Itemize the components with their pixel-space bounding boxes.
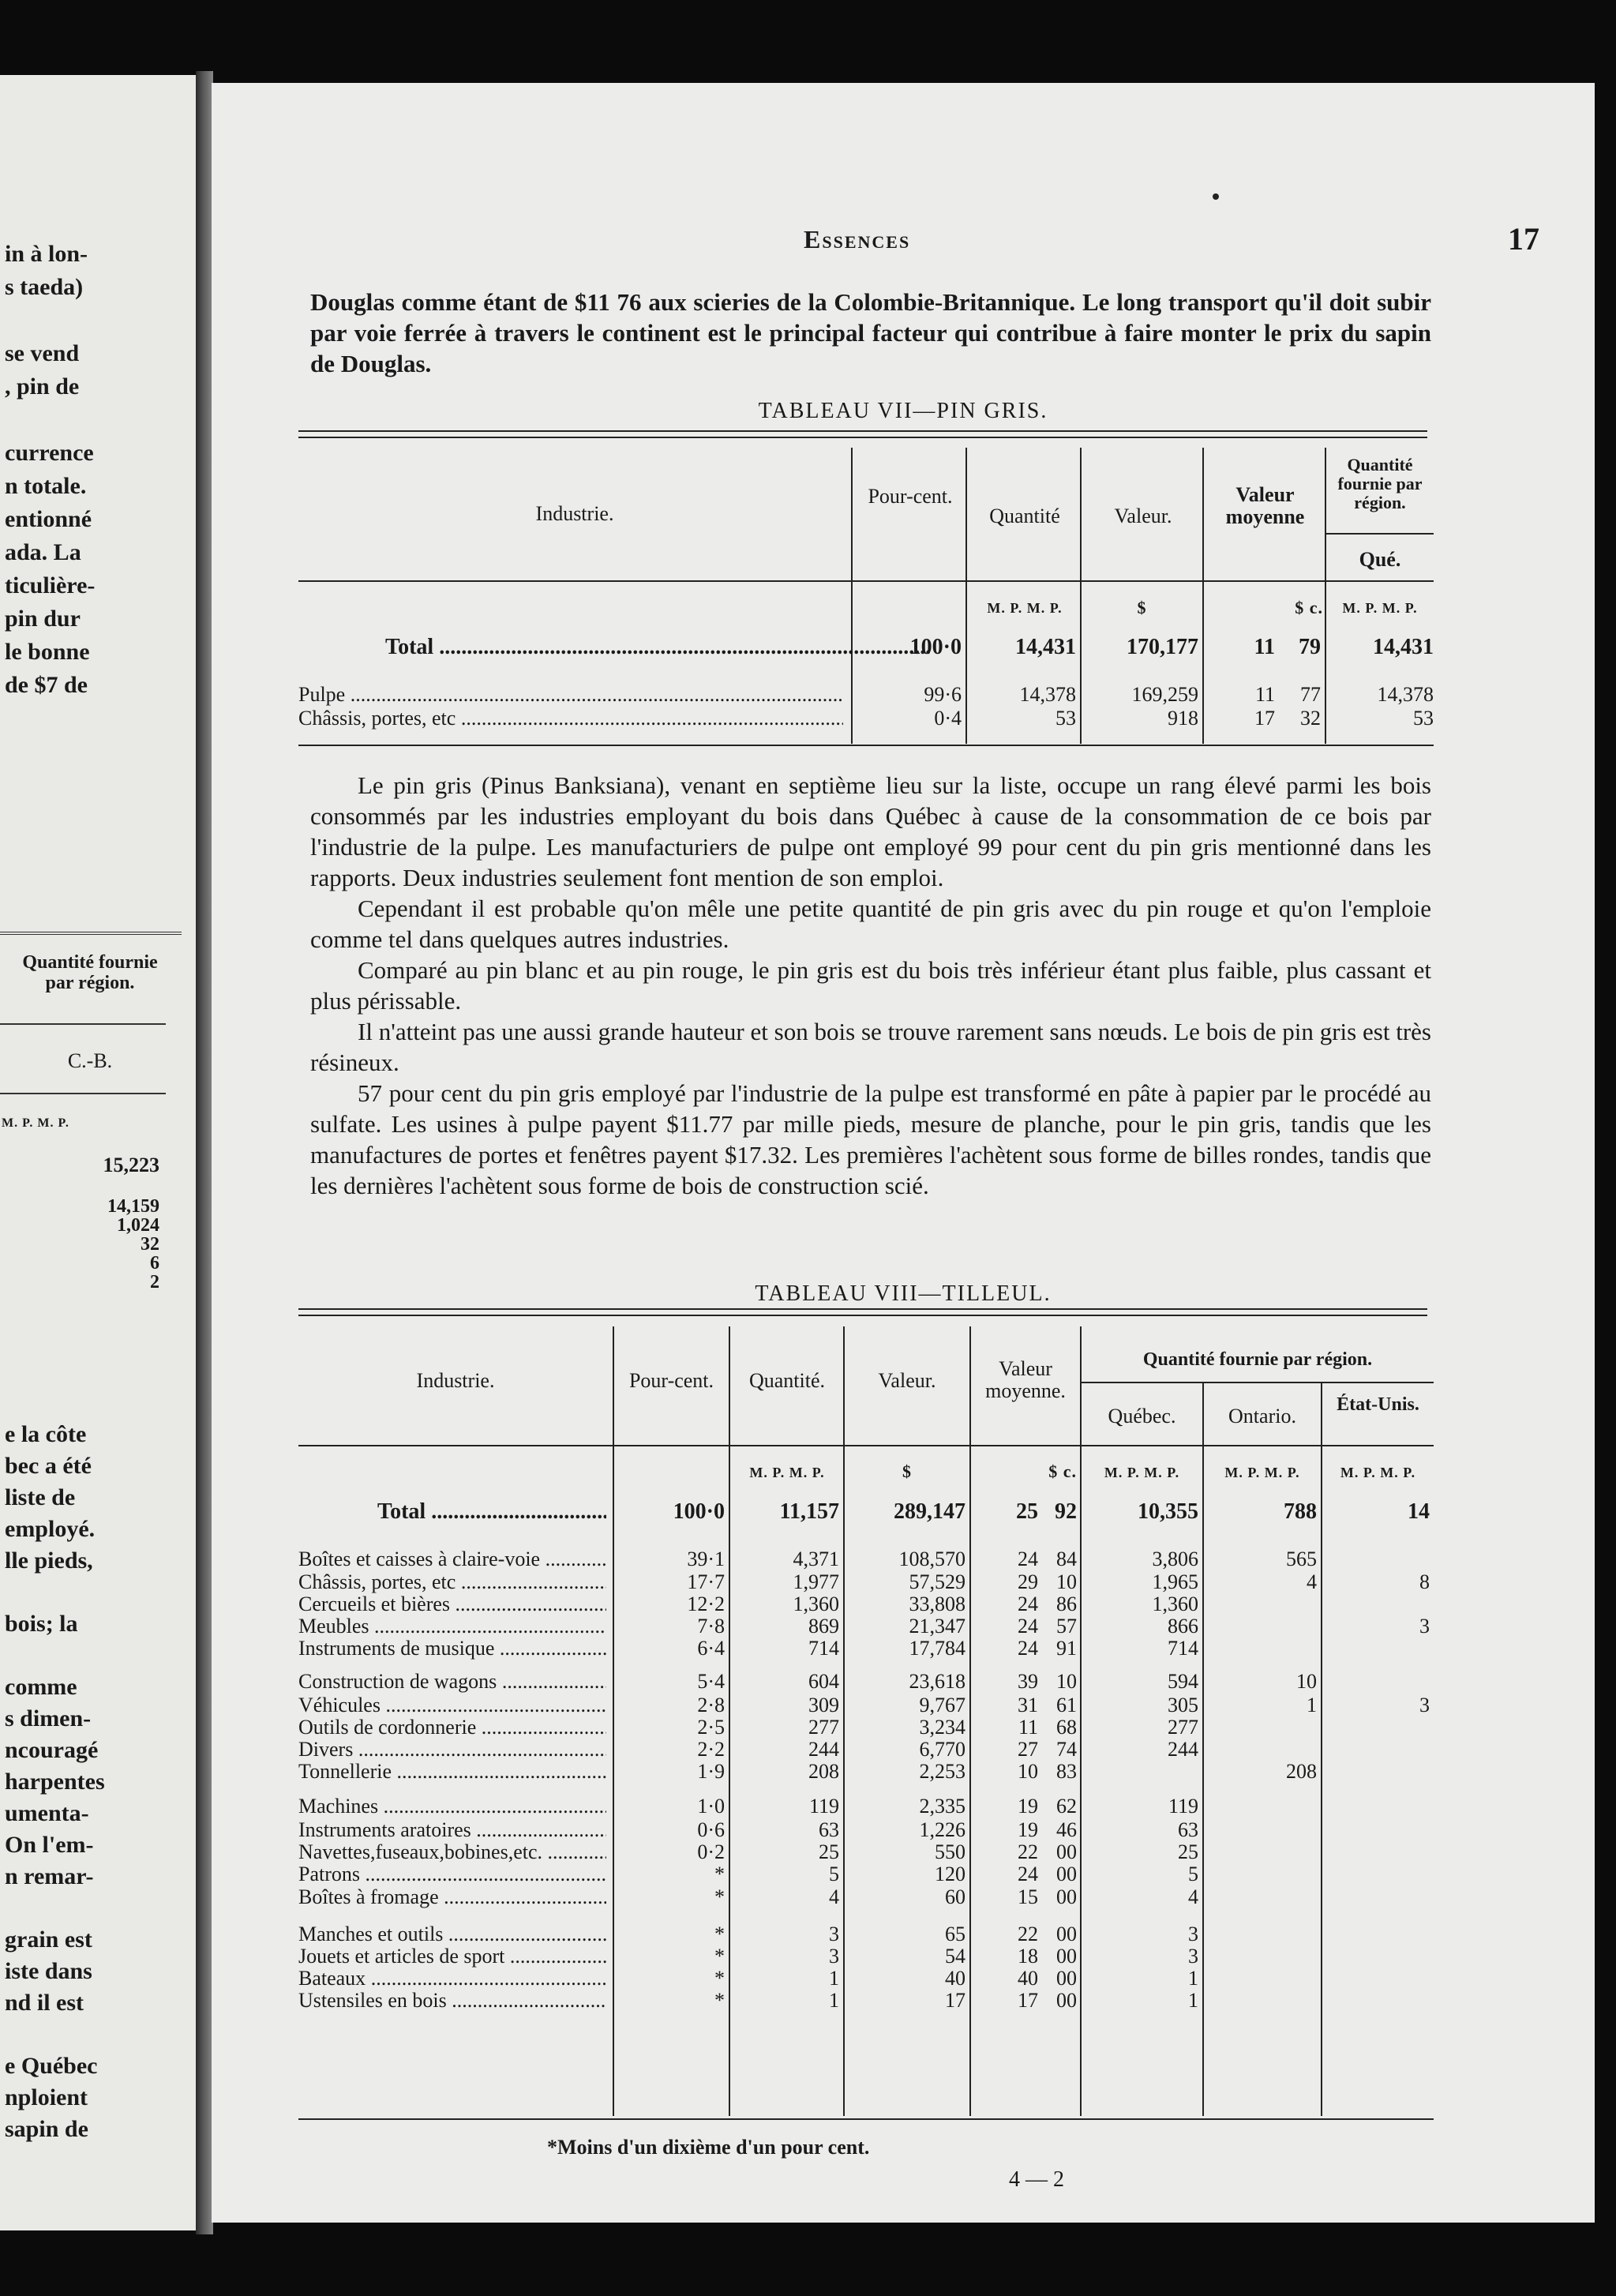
left-text-line: pin dur — [5, 606, 81, 632]
table7-header-percent: Pour-cent. — [868, 485, 953, 508]
row-value: 2,335 — [919, 1795, 965, 1818]
row-label: Construction de wagons ..... — [298, 1670, 606, 1694]
row-percent: * — [714, 1923, 725, 1945]
left-table-rule — [0, 1023, 166, 1025]
row-ont: 10 — [1296, 1670, 1317, 1693]
row-que: 594 — [1168, 1670, 1198, 1693]
left-text-line: ticulière- — [5, 572, 96, 598]
table-row — [212, 1989, 1595, 2014]
row-value: 60 — [945, 1885, 965, 1908]
table8-header-us: État-Unis. — [1337, 1394, 1419, 1415]
table7-header-avg-value: Valeur moyenne — [1225, 483, 1305, 528]
row-avg-cents: 83 — [1056, 1760, 1077, 1783]
row-avg-cents: 46 — [1056, 1818, 1077, 1841]
row-percent: 2·8 — [697, 1694, 725, 1716]
row-quantity: 11,157 — [779, 1499, 839, 1524]
row-value: 6,770 — [919, 1738, 965, 1761]
row-quantity: 1,977 — [793, 1570, 839, 1593]
row-percent: 0·4 — [934, 707, 962, 730]
table-row — [212, 1670, 1595, 1695]
row-avg-cents: 00 — [1056, 1885, 1077, 1908]
row-avg-dollars: 11 — [1018, 1716, 1038, 1739]
table8-header-avg-value: Valeur moyenne. — [985, 1357, 1066, 1402]
left-table-rule — [0, 1093, 166, 1094]
row-value: 65 — [945, 1923, 965, 1945]
row-percent: * — [714, 1967, 725, 1990]
row-avg-cents: 00 — [1056, 1923, 1077, 1945]
left-page-table-fragment — [0, 932, 182, 1353]
table8-region-rule — [1080, 1382, 1434, 1383]
left-text-line: , pin de — [5, 373, 80, 400]
body-paragraph: Il n'atteint pas une aussi grande hauteur et son bois se trouve rarement sans nœuds. Le bois de pin gris est très résineux. — [310, 1018, 1431, 1076]
row-que: 14,431 — [1373, 635, 1434, 659]
table-row — [212, 1500, 1595, 1525]
table7-header-rule — [298, 580, 1434, 582]
row-quantity: 14,378 — [1019, 683, 1076, 706]
table8-units-ont: M. P. M. P. — [1224, 1465, 1300, 1480]
row-percent: 5·4 — [697, 1670, 725, 1693]
table8-units-quantity: M. P. M. P. — [749, 1465, 825, 1480]
table-row — [212, 636, 1595, 661]
row-que: 14,378 — [1377, 683, 1434, 706]
row-avg-cents: 00 — [1056, 1989, 1077, 2012]
row-quantity: 3 — [829, 1923, 839, 1945]
left-text-line: entionné — [5, 506, 92, 532]
row-label: Châssis, portes, etc ..... — [298, 707, 843, 730]
body-paragraph: 57 pour cent du pin gris employé par l'industrie de la pulpe est transformé en pâte à papier par le procédé au sulfate. Les usines à pulpe payent $11.77 par mille pieds, mesure de planche, pour le pin gris, tandis que les manufactures de portes et fenêtres payent $17.32. Les premières l'achètent sous forme de billes rondes, tandis que les dernières l'achètent sous forme de bois de construction scié. — [310, 1079, 1431, 1199]
table7-caption: TABLEAU VII—PIN GRIS. — [758, 399, 1048, 423]
row-ont: 565 — [1286, 1548, 1317, 1570]
row-value: 289,147 — [894, 1499, 965, 1524]
left-text-line: umenta- — [5, 1800, 89, 1826]
table-row — [212, 683, 1595, 708]
table-row — [212, 707, 1595, 732]
row-value: 57,529 — [909, 1570, 965, 1593]
row-label: Navettes,fuseaux,bobines,etc. ..... — [298, 1840, 606, 1864]
table7-units-region: M. P. M. P. — [1342, 600, 1418, 616]
row-value: 550 — [935, 1840, 965, 1863]
row-percent: * — [714, 1945, 725, 1968]
row-value: 2,253 — [919, 1760, 965, 1783]
row-value: 108,570 — [898, 1548, 965, 1570]
left-text-line: comme — [5, 1674, 77, 1700]
left-text-line: grain est — [5, 1926, 92, 1953]
body-text — [310, 770, 1431, 1201]
running-title: Essences — [804, 225, 911, 253]
left-text-line: le bonne — [5, 639, 90, 665]
row-value: 40 — [945, 1967, 965, 1990]
table8-header-supplied: Quantité fournie par région. — [1142, 1349, 1373, 1370]
table8-footnote: *Moins d'un dixième d'un pour cent. — [547, 2136, 870, 2159]
row-avg-dollars: 27 — [1018, 1738, 1038, 1761]
row-quantity: 4,371 — [793, 1548, 839, 1570]
row-label: Cercueils et bières ..... — [298, 1593, 606, 1616]
left-text-line: bec a été — [5, 1453, 92, 1479]
left-text-line: ncouragé — [5, 1737, 99, 1763]
row-label: Divers ..... — [298, 1738, 606, 1761]
body-paragraph: Le pin gris (Pinus Banksiana), venant en septième lieu sur la liste, occupe un rang élevé parmi les bois consommés par les industries employant du bois dans Québec à cause de la consommation de ce bois par l'industrie de la pulpe. Les manufacturiers de pulpe ont employé 99 pour cent du pin gris mentionné dans les rapports. Deux industries seulement font mention de son emploi. — [310, 771, 1431, 891]
row-quantity: 3 — [829, 1945, 839, 1968]
left-text-line: bois; la — [5, 1611, 78, 1637]
left-text-line: ada. La — [5, 539, 81, 565]
row-quantity: 244 — [808, 1738, 839, 1761]
left-text-line: se vend — [5, 340, 80, 366]
row-que: 277 — [1168, 1716, 1198, 1739]
row-percent: 1·0 — [697, 1795, 725, 1818]
row-avg-dollars: 10 — [1018, 1760, 1038, 1783]
row-label: Pulpe ..... — [298, 683, 843, 707]
row-ont: 4 — [1307, 1570, 1317, 1593]
row-que: 244 — [1168, 1738, 1198, 1761]
row-value: 3,234 — [919, 1716, 965, 1739]
row-percent: * — [714, 1885, 725, 1908]
left-text-line: e la côte — [5, 1421, 87, 1447]
left-text-line: de $7 de — [5, 672, 88, 698]
left-table-value: 15,223 — [103, 1154, 159, 1176]
left-text-line: e Québec — [5, 2053, 98, 2079]
row-value: 1,226 — [919, 1818, 965, 1841]
row-quantity: 119 — [808, 1795, 839, 1818]
right-page — [212, 83, 1595, 2223]
left-text-line: sapin de — [5, 2116, 88, 2142]
row-que: 119 — [1168, 1795, 1198, 1818]
row-quantity: 4 — [829, 1885, 839, 1908]
row-que: 1 — [1188, 1967, 1198, 1990]
row-avg-dollars: 22 — [1018, 1840, 1038, 1863]
row-avg-dollars: 24 — [1018, 1637, 1038, 1660]
row-percent: 0·6 — [697, 1818, 725, 1841]
row-label: Instruments de musique ..... — [298, 1637, 606, 1660]
row-percent: 100·0 — [673, 1499, 725, 1524]
table8-header-ont: Ontario. — [1228, 1405, 1296, 1427]
ink-speck — [1213, 193, 1219, 200]
row-avg-cents: 00 — [1056, 1945, 1077, 1968]
row-avg-cents: 00 — [1056, 1840, 1077, 1863]
row-avg-cents: 68 — [1056, 1716, 1077, 1739]
left-text-line: n remar- — [5, 1863, 94, 1889]
row-que: 4 — [1188, 1885, 1198, 1908]
row-percent: 6·4 — [697, 1637, 725, 1660]
row-value: 17,784 — [909, 1637, 965, 1660]
left-text-line: nploient — [5, 2084, 88, 2110]
row-avg-dollars: 24 — [1018, 1593, 1038, 1615]
row-que: 1,360 — [1152, 1593, 1198, 1615]
table8-top-rule — [298, 1308, 1427, 1316]
table-row — [212, 1760, 1595, 1785]
page-header — [212, 221, 1595, 257]
left-text-line: n totale. — [5, 473, 87, 499]
row-avg-dollars: 18 — [1018, 1945, 1038, 1968]
row-label: Outils de cordonnerie ..... — [298, 1716, 606, 1739]
table-row — [212, 1863, 1595, 1888]
row-avg-cents: 62 — [1056, 1795, 1077, 1818]
table8-units-avg: $ c. — [1048, 1461, 1077, 1481]
row-percent: 0·2 — [697, 1840, 725, 1863]
left-table-units: M. P. M. P. — [2, 1116, 69, 1130]
row-avg-cents: 91 — [1056, 1637, 1077, 1660]
row-quantity: 1 — [829, 1967, 839, 1990]
intro-paragraph-text: Douglas comme étant de $11 76 aux scieries de la Colombie-Britannique. Le long transport qu'il doit subir par voie ferrée à travers le continent est le principal facteur qui contribue à faire monter le prix du sapin de Douglas. — [310, 288, 1431, 377]
row-quantity: 5 — [829, 1863, 839, 1885]
row-label: Manches et outils ..... — [298, 1923, 606, 1946]
row-avg-dollars: 31 — [1018, 1694, 1038, 1716]
row-avg-cents: 79 — [1299, 635, 1321, 659]
row-avg-dollars: 24 — [1018, 1863, 1038, 1885]
row-label: Total ..... — [298, 636, 930, 659]
row-que: 5 — [1188, 1863, 1198, 1885]
row-que: 3 — [1188, 1923, 1198, 1945]
row-quantity: 53 — [1055, 707, 1076, 730]
row-avg-cents: 10 — [1056, 1570, 1077, 1593]
table7-header-supplied: Quantité fournie par région. — [1337, 455, 1423, 512]
row-label: Bateaux ..... — [298, 1967, 606, 1990]
row-avg-dollars: 15 — [1018, 1885, 1038, 1908]
row-value: 169,259 — [1131, 683, 1198, 706]
row-percent: 1·9 — [697, 1760, 725, 1783]
row-label: Instruments aratoires ..... — [298, 1818, 606, 1842]
table7-header-industry: Industrie. — [535, 502, 614, 525]
row-quantity: 63 — [819, 1818, 839, 1841]
row-ont: 208 — [1286, 1760, 1317, 1783]
row-avg-dollars: 11 — [1254, 635, 1275, 659]
row-percent: 12·2 — [687, 1593, 725, 1615]
row-quantity: 1,360 — [793, 1593, 839, 1615]
row-avg-dollars: 19 — [1018, 1795, 1038, 1818]
left-table-header: Quantité fournie par région. — [22, 952, 158, 993]
row-value: 9,767 — [919, 1694, 965, 1716]
row-value: 170,177 — [1127, 635, 1198, 659]
table8-header-percent: Pour-cent. — [628, 1369, 714, 1392]
table7-header-value: Valeur. — [1114, 505, 1172, 527]
row-avg-cents: 32 — [1300, 707, 1321, 730]
row-us: 8 — [1419, 1570, 1430, 1593]
table7-units-quantity: M. P. M. P. — [987, 600, 1063, 616]
body-paragraph: Cependant il est probable qu'on mêle une petite quantité de pin gris avec du pin rouge et qu'on l'emploie comme tel dans quelques autres industries. — [310, 895, 1431, 953]
row-label: Boîtes et caisses à claire-voie ..... — [298, 1548, 606, 1571]
row-avg-dollars: 19 — [1018, 1818, 1038, 1841]
page-number: 17 — [1508, 221, 1539, 257]
row-avg-dollars: 29 — [1018, 1570, 1038, 1593]
row-ont: 788 — [1284, 1499, 1317, 1524]
row-avg-cents: 74 — [1056, 1738, 1077, 1761]
left-table-value: 14,159 — [107, 1196, 159, 1217]
table8-units-us: M. P. M. P. — [1340, 1465, 1416, 1480]
row-que: 305 — [1168, 1694, 1198, 1716]
left-text-line: On l'em- — [5, 1832, 94, 1858]
row-percent: 17·7 — [687, 1570, 725, 1593]
left-text-line: lle pieds, — [5, 1548, 93, 1574]
row-avg-cents: 92 — [1055, 1499, 1077, 1524]
row-label: Patrons ..... — [298, 1863, 606, 1886]
table8-header-rule — [298, 1445, 1434, 1446]
row-avg-dollars: 22 — [1018, 1923, 1038, 1945]
folio-signature: 4 — 2 — [1009, 2167, 1064, 2192]
row-value: 21,347 — [909, 1615, 965, 1638]
row-percent: 2·5 — [697, 1716, 725, 1739]
table-row — [212, 1637, 1595, 1662]
row-avg-dollars: 24 — [1018, 1615, 1038, 1638]
row-percent: 100·0 — [909, 635, 962, 659]
row-label: Meubles ..... — [298, 1615, 606, 1638]
table7-region-rule — [1325, 533, 1434, 535]
row-ont: 1 — [1307, 1694, 1317, 1716]
left-page-fragment — [0, 75, 197, 2230]
left-text-line: s taeda) — [5, 274, 84, 300]
book-gutter — [196, 71, 213, 2234]
row-value: 54 — [945, 1945, 965, 1968]
table7-header-region-que: Qué. — [1359, 548, 1401, 571]
table8-caption: TABLEAU VIII—TILLEUL. — [755, 1281, 1052, 1306]
row-us: 14 — [1408, 1499, 1430, 1524]
row-value: 17 — [945, 1989, 965, 2012]
left-text-line: harpentes — [5, 1769, 105, 1795]
row-quantity: 208 — [808, 1760, 839, 1783]
row-que: 1,965 — [1152, 1570, 1198, 1593]
row-quantity: 604 — [808, 1670, 839, 1693]
row-percent: * — [714, 1989, 725, 2012]
row-que: 10,355 — [1138, 1499, 1198, 1524]
row-que: 53 — [1413, 707, 1434, 730]
table7-header-quantity: Quantité — [989, 505, 1060, 527]
row-percent: 39·1 — [687, 1548, 725, 1570]
table8-header-value: Valeur. — [878, 1369, 936, 1392]
table-row — [212, 1795, 1595, 1820]
row-avg-cents: 84 — [1056, 1548, 1077, 1570]
row-label: Total ..... — [298, 1500, 606, 1524]
table8-header-que: Québec. — [1108, 1405, 1176, 1427]
row-avg-cents: 00 — [1056, 1967, 1077, 1990]
row-label: Boîtes à fromage ..... — [298, 1885, 606, 1909]
row-us: 3 — [1419, 1615, 1430, 1638]
table7-bottom-rule — [298, 745, 1434, 746]
table7-units-value: $ — [1137, 598, 1147, 617]
row-avg-dollars: 17 — [1018, 1989, 1038, 2012]
row-label: Châssis, portes, etc ..... — [298, 1570, 606, 1594]
row-avg-cents: 77 — [1300, 683, 1321, 706]
table-row — [212, 1885, 1595, 1911]
row-avg-cents: 86 — [1056, 1593, 1077, 1615]
row-que: 1 — [1188, 1989, 1198, 2012]
row-value: 120 — [935, 1863, 965, 1885]
row-percent: 7·8 — [697, 1615, 725, 1638]
intro-paragraph — [310, 287, 1431, 379]
row-avg-dollars: 17 — [1254, 707, 1275, 730]
table8-bottom-rule — [298, 2118, 1434, 2120]
left-table-values — [103, 1156, 160, 1292]
row-que: 63 — [1178, 1818, 1198, 1841]
row-quantity: 277 — [808, 1716, 839, 1739]
row-que: 3,806 — [1152, 1548, 1198, 1570]
left-text-line: nd il est — [5, 1990, 84, 2016]
table7-units-avg: $ c. — [1295, 598, 1323, 617]
row-que: 866 — [1168, 1615, 1198, 1638]
table8-units-value: $ — [902, 1461, 912, 1481]
table-row — [212, 1548, 1595, 1573]
row-quantity: 714 — [808, 1637, 839, 1660]
left-text-line: currence — [5, 440, 94, 466]
row-label: Machines ..... — [298, 1795, 606, 1818]
row-avg-cents: 61 — [1056, 1694, 1077, 1716]
row-value: 23,618 — [909, 1670, 965, 1693]
row-quantity: 869 — [808, 1615, 839, 1638]
row-value: 33,808 — [909, 1593, 965, 1615]
row-avg-dollars: 11 — [1254, 683, 1275, 706]
row-percent: * — [714, 1863, 725, 1885]
row-us: 3 — [1419, 1694, 1430, 1716]
row-label: Ustensiles en bois ..... — [298, 1989, 606, 2013]
row-avg-dollars: 40 — [1018, 1967, 1038, 1990]
row-label: Véhicules ..... — [298, 1694, 606, 1717]
left-table-value: 2 — [150, 1272, 159, 1292]
row-value: 918 — [1168, 707, 1198, 730]
row-label: Jouets et articles de sport ..... — [298, 1945, 606, 1968]
row-quantity: 14,431 — [1015, 635, 1076, 659]
row-avg-dollars: 24 — [1018, 1548, 1038, 1570]
row-avg-dollars: 39 — [1018, 1670, 1038, 1693]
row-que: 25 — [1178, 1840, 1198, 1863]
body-paragraph: Comparé au pin blanc et au pin rouge, le pin gris est du bois très inférieur étant plus faible, plus cassant et plus périssable. — [310, 956, 1431, 1015]
left-text-line: iste dans — [5, 1958, 92, 1984]
row-que: 714 — [1168, 1637, 1198, 1660]
row-avg-cents: 00 — [1056, 1863, 1077, 1885]
table8-header-industry: Industrie. — [416, 1369, 495, 1392]
row-percent: 99·6 — [924, 683, 962, 706]
row-percent: 2·2 — [697, 1738, 725, 1761]
left-text-line: s dimen- — [5, 1705, 92, 1731]
left-table-value: 32 — [141, 1234, 159, 1255]
left-table-column-label: C.-B. — [67, 1049, 113, 1072]
table8-units-que: M. P. M. P. — [1104, 1465, 1180, 1480]
row-quantity: 309 — [808, 1694, 839, 1716]
row-avg-dollars: 25 — [1016, 1499, 1038, 1524]
left-text-line: employé. — [5, 1516, 96, 1542]
row-label: Tonnellerie ..... — [298, 1760, 606, 1784]
row-quantity: 1 — [829, 1989, 839, 2012]
row-avg-cents: 57 — [1056, 1615, 1077, 1638]
left-table-value: 1,024 — [117, 1215, 159, 1236]
table8-header-quantity: Quantité. — [748, 1369, 826, 1392]
row-que: 3 — [1188, 1945, 1198, 1968]
row-avg-cents: 10 — [1056, 1670, 1077, 1693]
row-quantity: 25 — [819, 1840, 839, 1863]
left-text-line: in à lon- — [5, 241, 88, 267]
left-text-line: liste de — [5, 1484, 76, 1510]
left-table-value: 6 — [150, 1253, 159, 1274]
table7-top-rule — [298, 430, 1427, 438]
